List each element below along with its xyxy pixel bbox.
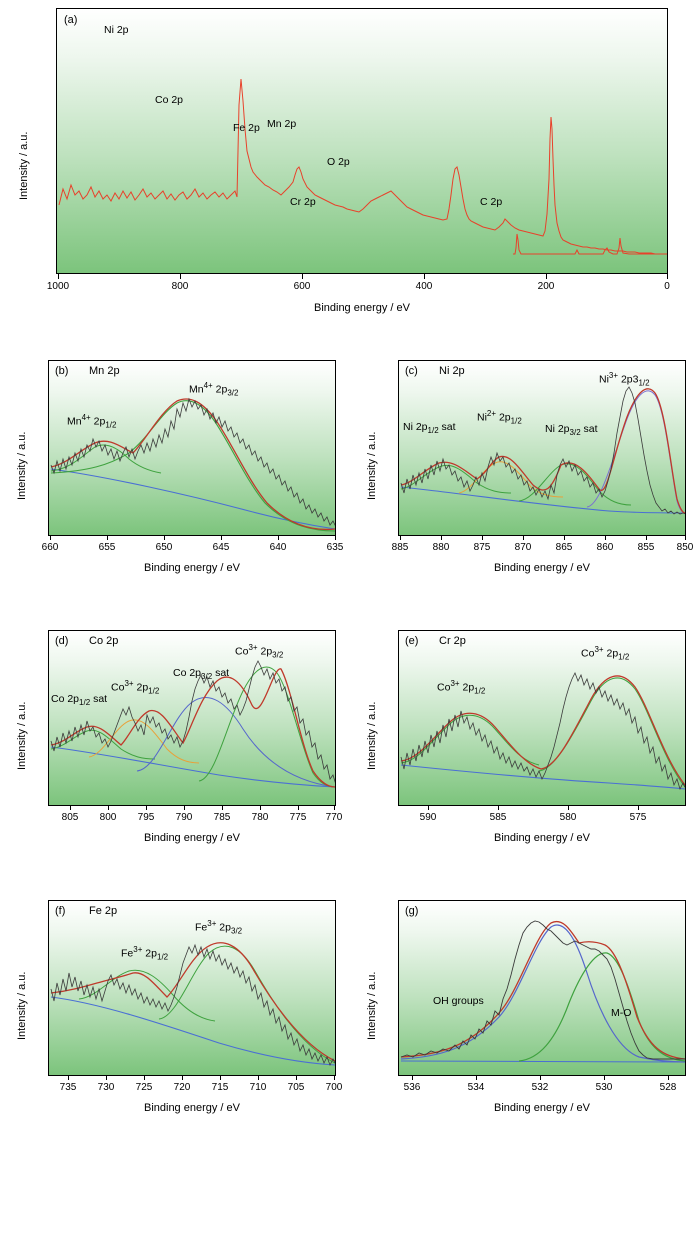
tick — [667, 274, 668, 279]
tick — [296, 1076, 297, 1080]
panel-g-plot — [398, 900, 686, 1076]
panel-d-ylabel: Intensity / a.u. — [16, 701, 28, 770]
peak-label-co3-2p3-2: $Co^{3+}$ $2p_{3/2}$ — [235, 643, 284, 660]
panel-f-tag: (f) — [55, 905, 66, 917]
panel-d — [0, 620, 350, 880]
panel-a-plot — [56, 8, 668, 274]
panel-b-title: Mn 2p — [89, 365, 120, 377]
tick — [334, 806, 335, 810]
panel-g-curves — [399, 901, 686, 1076]
panel-f-tick-705: 705 — [287, 1082, 305, 1093]
panel-b-tick-635: 635 — [326, 542, 344, 553]
panel-f-curves — [49, 901, 336, 1076]
tick — [220, 1076, 221, 1080]
tick — [685, 536, 686, 540]
tick — [68, 1076, 69, 1080]
panel-g-tick-536: 536 — [403, 1082, 421, 1093]
panel-d-tick-775: 775 — [289, 812, 307, 823]
tick — [400, 536, 401, 540]
tick — [50, 536, 51, 540]
panel-a-tick-200: 200 — [537, 281, 555, 292]
panel-g — [350, 890, 700, 1150]
panel-c-tick-885: 885 — [391, 542, 409, 553]
tick — [482, 536, 483, 540]
peak-label-m-o: M-O — [611, 1007, 632, 1019]
tick — [523, 536, 524, 540]
panel-b-tick-650: 650 — [155, 542, 173, 553]
tick — [638, 806, 639, 810]
panel-g-tick-528: 528 — [659, 1082, 677, 1093]
tick — [258, 1076, 259, 1080]
panel-c-tick-865: 865 — [555, 542, 573, 553]
panel-c-tick-860: 860 — [596, 542, 614, 553]
panel-e-tag: (e) — [405, 635, 419, 647]
panel-f-xlabel: Binding energy / eV — [143, 1102, 240, 1114]
tick — [605, 536, 606, 540]
panel-a — [0, 0, 700, 340]
peak-label-cr2p: Cr 2p — [290, 196, 316, 208]
tick — [668, 1076, 669, 1080]
panel-b-tick-660: 660 — [41, 542, 59, 553]
panel-a-tick-800: 800 — [171, 281, 189, 292]
peak-label-ni3-2p3-1-2: $Ni^{3+}$ $2p3_{1/2}$ — [599, 371, 650, 388]
panel-a-tick-600: 600 — [293, 281, 311, 292]
panel-e-title: Cr 2p — [439, 635, 466, 647]
tick — [298, 806, 299, 810]
peak-label-mn-2p1-2: $Mn^{4+}$ $2p_{1/2}$ — [67, 413, 117, 430]
panel-e-tick-585: 585 — [489, 812, 507, 823]
panel-f-tick-725: 725 — [135, 1082, 153, 1093]
panel-f — [0, 890, 350, 1150]
tick — [222, 806, 223, 810]
panel-e — [350, 620, 700, 880]
peak-label-fe-2p3-2: $Fe^{3+}$ $2p_{3/2}$ — [195, 919, 243, 936]
panel-d-tick-780: 780 — [251, 812, 269, 823]
panel-d-tick-785: 785 — [213, 812, 231, 823]
panel-c-xlabel: Binding energy / eV — [493, 562, 590, 574]
panel-d-xlabel: Binding energy / eV — [143, 832, 240, 844]
tick — [412, 1076, 413, 1080]
panel-e-ylabel: Intensity / a.u. — [366, 701, 378, 770]
tick — [540, 1076, 541, 1080]
peak-label-cr-left: $Co^{3+}$ $2p_{1/2}$ — [437, 679, 486, 696]
tick — [441, 536, 442, 540]
panel-e-tick-580: 580 — [559, 812, 577, 823]
panel-c-title: Ni 2p — [439, 365, 465, 377]
panel-c-tick-875: 875 — [473, 542, 491, 553]
peak-label-co2p: Co 2p — [155, 94, 184, 106]
peak-label-cr-right: $Co^{3+}$ $2p_{1/2}$ — [581, 645, 630, 662]
panel-f-plot — [48, 900, 336, 1076]
tick — [302, 274, 303, 279]
panel-c-ylabel: Intensity / a.u. — [366, 431, 378, 500]
peak-label-o2p: O 2p — [327, 156, 350, 168]
tick — [164, 536, 165, 540]
panel-d-tick-795: 795 — [137, 812, 155, 823]
tick — [428, 806, 429, 810]
panel-c-plot — [398, 360, 686, 536]
tick — [335, 536, 336, 540]
panel-g-ylabel: Intensity / a.u. — [366, 971, 378, 1040]
panel-d-tick-805: 805 — [61, 812, 79, 823]
panel-b — [0, 350, 350, 610]
peak-label-co-2p1-2-sat: Co $2p_{1/2}$ sat — [51, 693, 108, 708]
panel-d-tag: (d) — [55, 635, 69, 647]
tick — [498, 806, 499, 810]
peak-label-fe-2p1-2: $Fe^{3+}$ $2p_{1/2}$ — [121, 945, 169, 962]
panel-d-title: Co 2p — [89, 635, 119, 647]
panel-f-tick-715: 715 — [211, 1082, 229, 1093]
panel-b-tick-645: 645 — [212, 542, 230, 553]
panel-e-plot — [398, 630, 686, 806]
panel-b-tick-655: 655 — [98, 542, 116, 553]
peak-label-c2p: C 2p — [480, 196, 503, 208]
tick — [334, 1076, 335, 1080]
panel-f-tick-720: 720 — [173, 1082, 191, 1093]
panel-d-tick-770: 770 — [325, 812, 343, 823]
panel-a-tick-400: 400 — [415, 281, 433, 292]
panel-f-ylabel: Intensity / a.u. — [16, 971, 28, 1040]
tick — [108, 806, 109, 810]
panel-c-tick-855: 855 — [637, 542, 655, 553]
panel-e-curves — [399, 631, 686, 806]
panel-g-tag: (g) — [405, 905, 419, 917]
tick — [182, 1076, 183, 1080]
tick — [180, 274, 181, 279]
panel-b-tick-640: 640 — [269, 542, 287, 553]
panel-a-tag: (a) — [64, 14, 78, 26]
panel-a-tick-1000: 1000 — [46, 281, 70, 292]
tick — [260, 806, 261, 810]
panel-f-tick-730: 730 — [97, 1082, 115, 1093]
panel-f-tick-710: 710 — [249, 1082, 267, 1093]
panel-f-tick-735: 735 — [59, 1082, 77, 1093]
tick — [144, 1076, 145, 1080]
tick — [107, 536, 108, 540]
panel-f-title: Fe 2p — [89, 905, 118, 917]
peak-label-oh-groups: OH groups — [433, 995, 484, 1007]
panel-a-curve-detail — [57, 9, 668, 274]
panel-c-tick-870: 870 — [514, 542, 532, 553]
panel-b-ylabel: Intensity / a.u. — [16, 431, 28, 500]
panel-b-tag: (b) — [55, 365, 69, 377]
panel-e-tick-590: 590 — [419, 812, 437, 823]
panel-c-tick-850: 850 — [676, 542, 694, 553]
tick — [568, 806, 569, 810]
panel-g-xlabel: Binding energy / eV — [493, 1102, 590, 1114]
panel-g-tick-532: 532 — [531, 1082, 549, 1093]
tick — [476, 1076, 477, 1080]
peak-label-co3-2p1-2: $Co^{3+}$ $2p_{1/2}$ — [111, 679, 160, 696]
panel-f-tick-700: 700 — [325, 1082, 343, 1093]
tick — [221, 536, 222, 540]
panel-c — [350, 350, 700, 610]
panel-d-tick-800: 800 — [99, 812, 117, 823]
peak-label-mn-2p3-2: $Mn^{4+}$ $2p_{3/2}$ — [189, 381, 239, 398]
panel-a-ylabel: Intensity / a.u. — [18, 131, 30, 200]
tick — [70, 806, 71, 810]
tick — [106, 1076, 107, 1080]
peak-label-ni2-2p1-2: $Ni^{2+}$ $2p_{1/2}$ — [477, 409, 522, 426]
panel-d-plot — [48, 630, 336, 806]
peak-label-ni2p: Ni 2p — [104, 24, 129, 36]
peak-label-mn2p: Mn 2p — [267, 118, 297, 130]
panel-c-tag: (c) — [405, 365, 418, 377]
tick — [58, 274, 59, 279]
tick — [424, 274, 425, 279]
tick — [646, 536, 647, 540]
panel-a-tick-0: 0 — [664, 281, 670, 292]
panel-c-tick-880: 880 — [432, 542, 450, 553]
panel-d-curves — [49, 631, 336, 806]
peak-label-co-2p3-2-sat: Co $2p_{3/2}$ sat — [173, 667, 230, 682]
peak-label-ni-2p3-2-sat: Ni $2p_{3/2}$ sat — [545, 423, 598, 438]
tick — [278, 536, 279, 540]
panel-b-plot — [48, 360, 336, 536]
panel-g-tick-530: 530 — [595, 1082, 613, 1093]
panel-a-xlabel: Binding energy / eV — [313, 302, 410, 314]
panel-b-xlabel: Binding energy / eV — [143, 562, 240, 574]
tick — [564, 536, 565, 540]
tick — [546, 274, 547, 279]
panel-e-tick-575: 575 — [629, 812, 647, 823]
tick — [146, 806, 147, 810]
panel-g-tick-534: 534 — [467, 1082, 485, 1093]
peak-label-fe2p: Fe 2p — [233, 122, 260, 134]
panel-d-tick-790: 790 — [175, 812, 193, 823]
panel-e-xlabel: Binding energy / eV — [493, 832, 590, 844]
tick — [184, 806, 185, 810]
tick — [604, 1076, 605, 1080]
peak-label-ni-2p1-2-sat: Ni $2p_{1/2}$ sat — [403, 421, 456, 436]
